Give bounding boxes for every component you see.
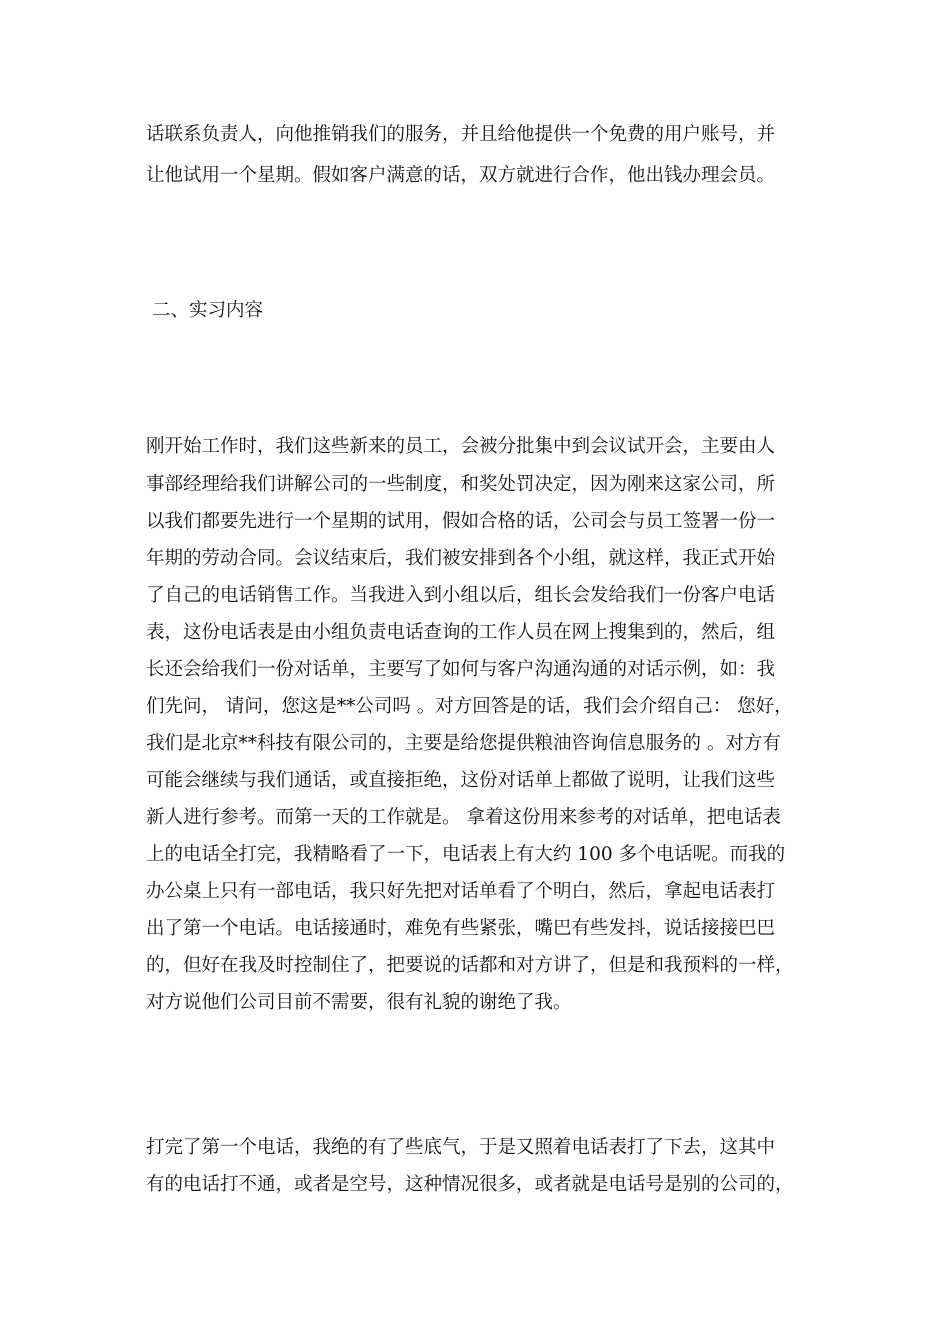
intro-line-1: 话联系负责人，向他推销我们的服务，并且给他提供一个免费的用户账号，并 — [146, 124, 776, 145]
section-heading: 二、实习内容 — [152, 300, 264, 321]
paragraph-two-line-4: 年期的劳动合同。会议结束后，我们被安排到各个小组，就这样，我正式开始 — [146, 548, 776, 569]
paragraph-three-line-2: 有的电话打不通，或者是空号，这种情况很多，或者就是电话号是别的公司的， — [146, 1174, 794, 1195]
paragraph-two-line-12: 上的电话全打完，我精略看了一下，电话表上有大约 100 多个电话呢。而我的 — [146, 844, 786, 865]
paragraph-two-line-8: 们先问， 请问，您这是**公司吗 。对方回答是的话，我们会介绍自己： 您好， — [146, 696, 793, 717]
paragraph-two-line-11: 新人进行参考。而第一天的工作就是。 拿着这份用来参考的对话单，把电话表 — [146, 807, 781, 828]
paragraph-two-line-13: 办公桌上只有一部电话，我只好先把对话单看了个明白，然后，拿起电话表打 — [146, 881, 776, 902]
paragraph-three-line-1: 打完了第一个电话，我绝的有了些底气，于是又照着电话表打了下去，这其中 — [146, 1137, 776, 1158]
intro-line-2: 让他试用一个星期。假如客户满意的话，双方就进行合作，他出钱办理会员。 — [146, 165, 776, 186]
paragraph-two-line-1: 刚开始工作时，我们这些新来的员工，会被分批集中到会议试开会，主要由人 — [146, 436, 776, 457]
paragraph-two-line-9: 我们是北京**科技有限公司的，主要是给您提供粮油咨询信息服务的 。对方有 — [146, 733, 781, 754]
paragraph-two-line-5: 了自己的电话销售工作。当我进入到小组以后，组长会发给我们一份客户电话 — [146, 585, 776, 606]
paragraph-two-line-15: 的，但好在我及时控制住了，把要说的话都和对方讲了，但是和我预料的一样， — [146, 955, 794, 976]
paragraph-two-line-3: 以我们都要先进行一个星期的试用，假如合格的话，公司会与员工签署一份一 — [146, 511, 776, 532]
paragraph-two-line-10: 可能会继续与我们通话，或直接拒绝，这份对话单上都做了说明，让我们这些 — [146, 770, 776, 791]
paragraph-two-line-16: 对方说他们公司目前不需要，很有礼貌的谢绝了我。 — [146, 992, 572, 1013]
paragraph-two-line-7: 长还会给我们一份对话单，主要写了如何与客户沟通沟通的对话示例，如：我 — [146, 659, 776, 680]
paragraph-two-line-6: 表，这份电话表是由小组负责电话查询的工作人员在网上搜集到的，然后，组 — [146, 622, 776, 643]
paragraph-two-line-2: 事部经理给我们讲解公司的一些制度，和奖处罚决定，因为刚来这家公司，所 — [146, 474, 776, 495]
paragraph-two-line-14: 出了第一个电话。电话接通时，难免有些紧张，嘴巴有些发抖，说话接接巴巴 — [146, 918, 776, 939]
